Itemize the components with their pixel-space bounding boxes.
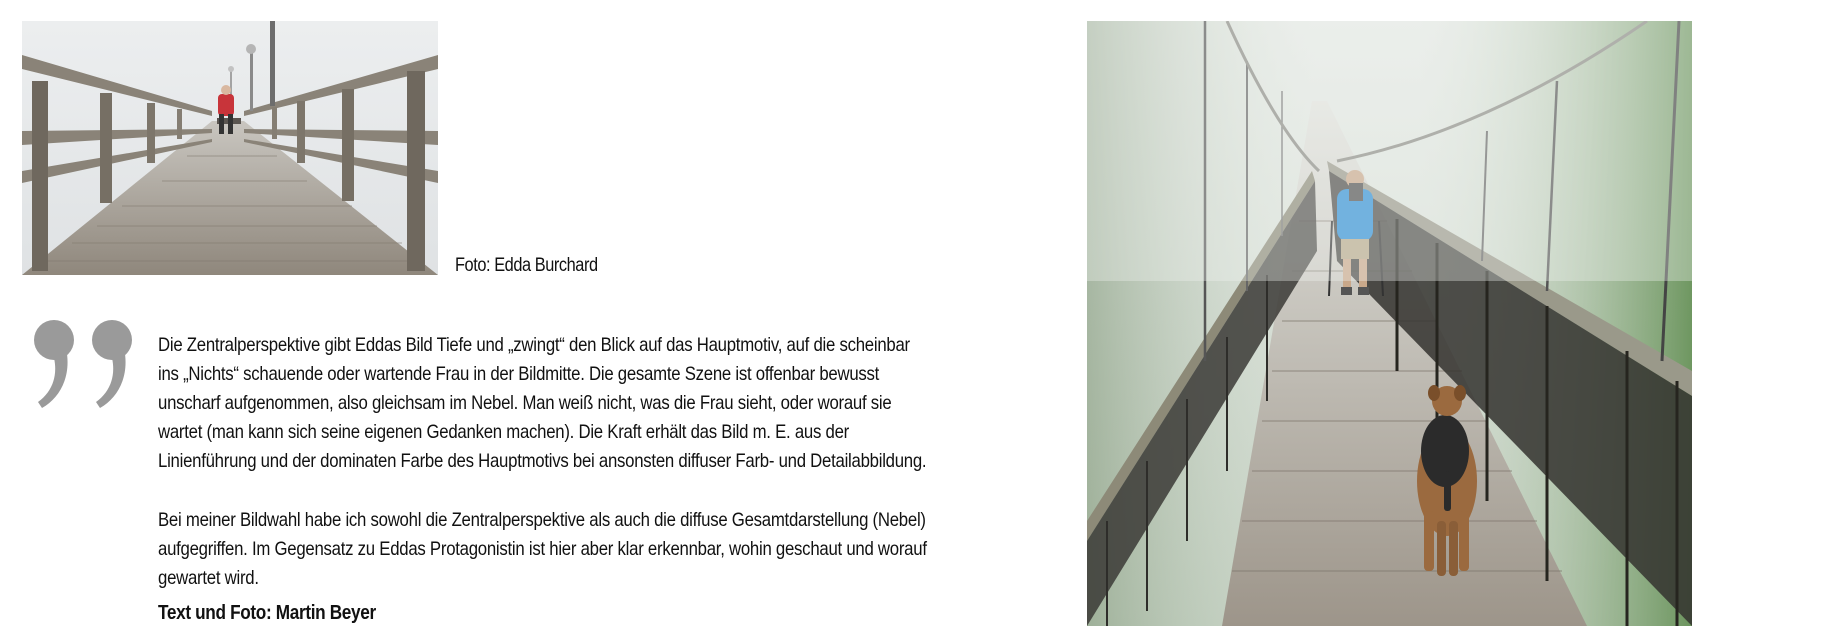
photo-credit: Foto: Edda Burchard xyxy=(455,255,598,276)
bridge-photo xyxy=(1087,21,1692,626)
article-text xyxy=(158,331,927,623)
pier-photo xyxy=(22,21,438,275)
author-signature: Text und Foto: Martin Beyer xyxy=(158,602,376,624)
quotation-mark-icon xyxy=(32,318,140,414)
article-paragraph-1: Die Zentralperspektive gibt Eddas Bild Tiefe und „zwingt“ den Blick auf das Hauptmotiv, auf die scheinbar ins „Nichts“ schauende oder wartende Frau in der Bildmitte. Die gesamte Szene ist offenbar bewusst unscharf aufgenommen, also gleichsam im Nebel. Man weiß nicht, was die Frau sieht, oder worauf sie wartet (man kann sich seine eigenen Gedanken machen). Die Kraft erhält das Bild m. E. aus der Linienführung und der dominaten Farbe des Hauptmotivs bei ansonsten diffuser Farb- und Detailabbildung. xyxy=(158,334,927,472)
article-paragraph-2: Bei meiner Bildwahl habe ich sowohl die Zentralperspektive als auch die diffuse Gesamtdarstellung (Nebel) aufgegriffen. Im Gegensatz zu Eddas Protagonistin ist hier aber klar erkennbar, wohin geschaut und worauf gewartet wird. xyxy=(158,509,927,589)
